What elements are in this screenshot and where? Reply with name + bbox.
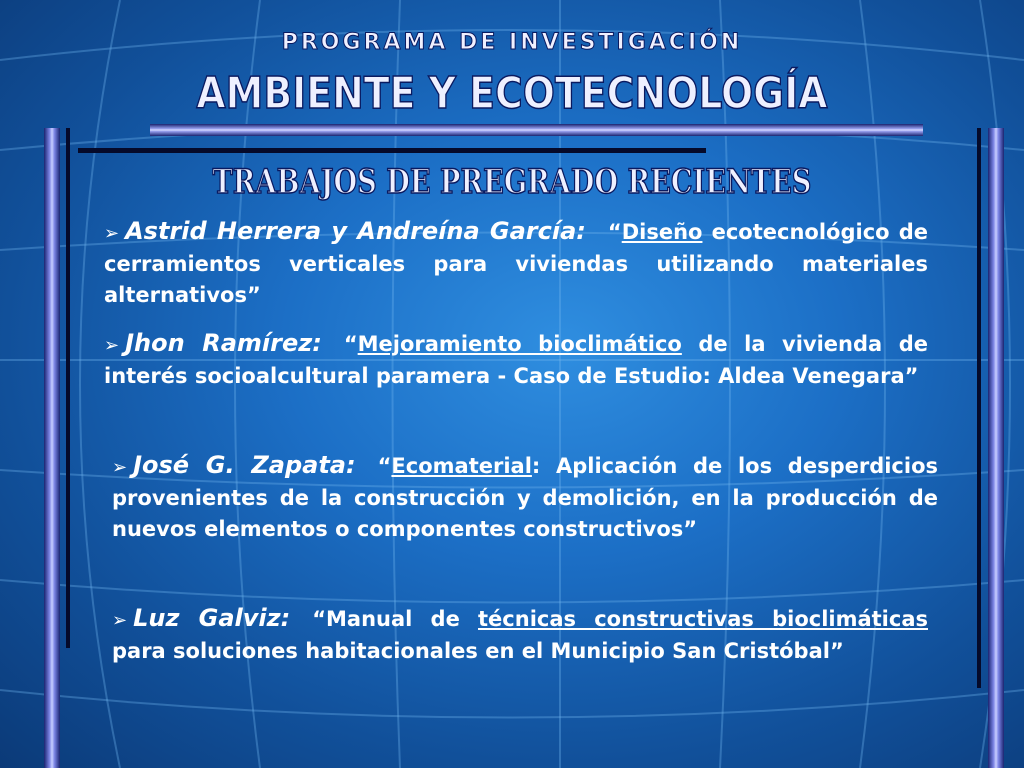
list-item: ➢ José G. Zapata: “Ecomaterial: Aplicación de los desperdicios provenientes de la construcción y demolición, en la producción de nuevos elementos o componentes constructivos” [112, 451, 939, 541]
author-name: Astrid Herrera y Andreína García: [125, 217, 586, 245]
right-frame-bar [988, 128, 1004, 768]
program-heading: PROGRAMA DE INVESTIGACIÓN [281, 30, 743, 55]
title-underline-bar [150, 124, 923, 136]
right-frame-line [977, 128, 981, 688]
author-name: Jhon Ramírez: [125, 329, 322, 357]
list-item: ➢ Jhon Ramírez: “Mejoramiento bioclimático de la vivienda de interés socioalcultural paramera - Caso de Estudio: Aldea Venegara” [104, 329, 928, 388]
bullet-arrow-icon: ➢ [112, 457, 128, 478]
bullet-arrow-icon: ➢ [104, 223, 120, 244]
title-underlined: Mejoramiento bioclimático [357, 332, 682, 356]
title-underlined: Diseño [621, 220, 703, 244]
author-name: José G. Zapata: [133, 451, 356, 479]
title-underlined: técnicas constructivas bioclimáticas [478, 607, 928, 631]
author-name: Luz Galviz: [133, 604, 291, 632]
bullet-arrow-icon: ➢ [104, 335, 120, 356]
left-frame-line [66, 128, 70, 648]
left-frame-bar [44, 128, 60, 768]
subtitle-line [78, 148, 706, 153]
page-title: AMBIENTE Y ECOTECNOLOGÍA [196, 68, 828, 119]
section-subtitle: TRABAJOS DE PREGRADO RECIENTES [212, 162, 812, 202]
list-item: ➢ Astrid Herrera y Andreína García: “Diseño ecotecnológico de cerramientos verticales para viviendas utilizando materiales alternativos” [104, 217, 928, 307]
title-underlined: Ecomaterial [391, 454, 532, 478]
bullet-arrow-icon: ➢ [112, 610, 128, 631]
list-item: ➢ Luz Galviz: “Manual de técnicas constructivas bioclimáticas para soluciones habitacionales en el Municipio San Cristóbal” [112, 604, 928, 663]
